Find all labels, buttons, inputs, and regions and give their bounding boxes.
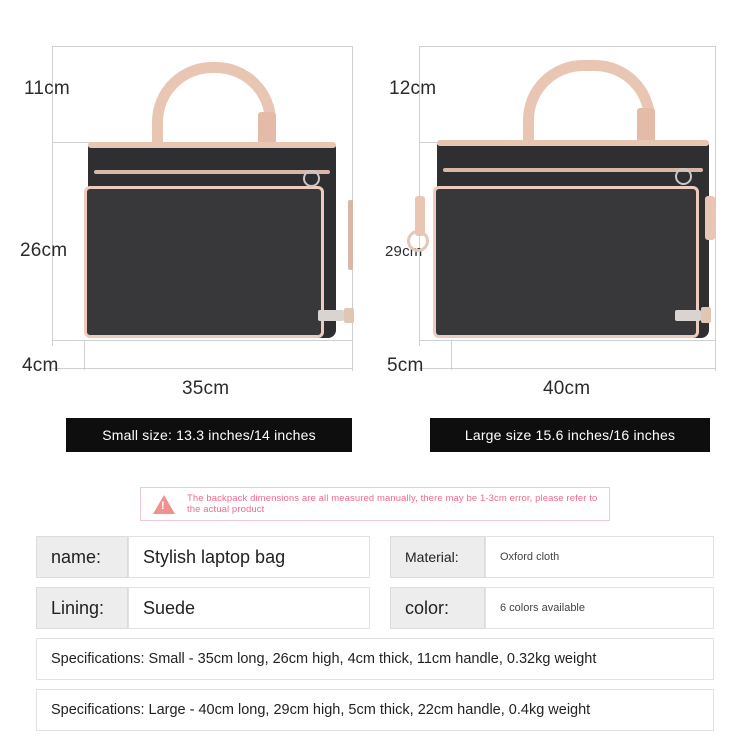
bag-front-pocket [433,186,699,338]
guide-line-right-vert [715,46,716,371]
name-label-cell [36,536,128,578]
name-label: name: [51,546,102,567]
lining-value: Suede [143,597,196,618]
guide-line-body-bottom [419,340,715,341]
color-value: 6 colors available [500,602,585,614]
guide-line-top [52,46,352,47]
large-width-label: 40cm [543,378,591,399]
warning-text: The backpack dimensions are all measured manually, there may be 1-3cm error, please refer to the actual product [187,493,598,515]
small-handle-height-label: 11cm [24,78,70,99]
spec-large-text: Specifications: Large - 40cm long, 29cm high, 5cm thick, 22cm handle, 0.4kg weight [36,689,714,731]
material-value-cell [485,536,714,578]
bag-right-strap-loop [705,196,715,240]
spec-row-large [0,689,750,731]
bag-d-ring-icon [675,168,692,185]
spec-row-lining [0,587,750,629]
bag-top-trim [437,140,709,146]
small-body-height-label: 26cm [20,240,68,261]
lining-label-cell [36,587,128,629]
large-size-caption: Large size 15.6 inches/16 inches [430,418,710,452]
small-thickness-label: 4cm [22,355,59,376]
warning-triangle-icon [153,495,175,514]
guide-line-top [419,46,715,47]
material-label: Material: [405,549,459,565]
material-value: Oxford cloth [500,551,560,563]
large-body-height-label: 29cm [385,243,423,260]
large-handle-height-label: 12cm [389,78,437,99]
guide-line-body-bottom [52,340,352,341]
bag-side-tab [701,307,711,323]
bag-front-pocket [84,186,324,338]
spec-row-small [0,638,750,680]
measurement-warning [140,487,610,521]
bag-zipper-line [443,168,703,172]
material-label-cell [390,536,485,578]
guide-line-width [419,368,715,369]
guide-line-width [52,368,352,369]
bag-left-strap-loop [415,196,425,236]
color-label: color: [405,597,450,618]
large-thickness-label: 5cm [387,355,424,376]
color-value-cell [485,587,714,629]
name-value-cell [128,536,370,578]
bag-zipper-line [94,170,330,174]
bag-brand-tag [318,310,344,321]
spec-row-name [0,536,750,578]
lining-value-cell [128,587,370,629]
guide-line-thickness-left [451,340,452,370]
bag-d-ring-icon [303,170,320,187]
small-bag-panel [0,0,375,400]
bag-brand-tag [675,310,701,321]
guide-line-thickness-left [84,340,85,370]
bag-side-tab [344,308,354,323]
small-size-caption: Small size: 13.3 inches/14 inches [66,418,352,452]
bag-top-trim [88,142,336,148]
spec-small-text: Specifications: Small - 35cm long, 26cm high, 4cm thick, 11cm handle, 0.32kg weight [36,638,714,680]
specifications-table [0,536,750,740]
bag-handle [523,60,655,146]
small-width-label: 35cm [182,378,230,399]
large-bag-panel [375,0,750,400]
lining-label: Lining: [51,597,105,618]
name-value: Stylish laptop bag [143,546,286,567]
bag-side-zipper [348,200,353,270]
color-label-cell [390,587,485,629]
